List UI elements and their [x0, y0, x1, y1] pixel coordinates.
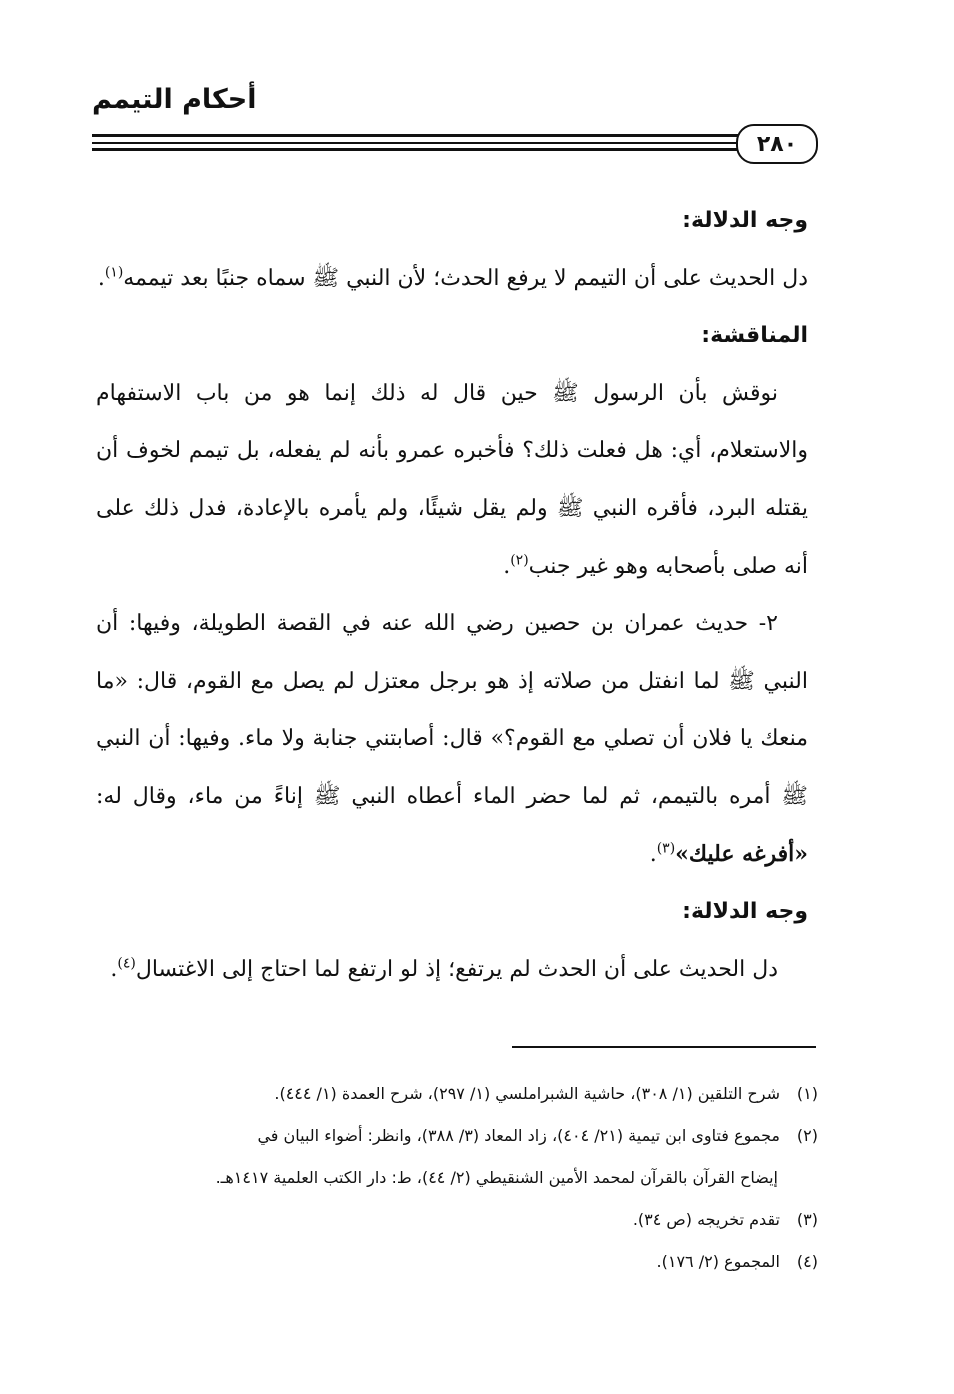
footnote-number: (٤): [796, 1252, 818, 1271]
footnote-ref[interactable]: (٢): [510, 552, 529, 569]
page-number-text: ٢٨٠: [756, 131, 798, 157]
footnote-number: (٣): [796, 1210, 818, 1229]
page-number: [736, 124, 818, 164]
paragraph: دل الحديث على أن الحدث لم يرتفع؛ إذ لو ارتفع لما احتاج إلى الاغتسال$^{(٤)}$.: [110, 955, 778, 982]
hadith-quote: «أفرغه عليك»: [675, 840, 808, 867]
footnotes: [96, 1073, 818, 1283]
footnote-item: [96, 1073, 818, 1115]
footnote-item: [96, 1241, 818, 1283]
footnote-divider: [512, 1046, 816, 1048]
footnote-text: تقدم تخريجه (ص ٣٤).: [632, 1210, 780, 1229]
main-text: [96, 192, 808, 998]
header-rule: [92, 142, 742, 144]
footnote-ref[interactable]: (٤): [117, 955, 136, 972]
paragraph-text: ٢- حديث عمران بن حصين رضي الله عنه في القصة الطويلة، وفيها: أن النبي ﷺ لما انفتل من صلاته إذ هو برجل معتزل لم يصل مع القوم، قال: «ما منعك يا فلان أن تصلي مع القوم؟»: [96, 611, 809, 752]
paragraph: نوقش بأن الرسول ﷺ حين قال له ذلك إنما هو من باب الاستفهام والاستعلام، أي: هل فعلت ذلك؟ فأخبره عمرو بأنه لم يفعله، بل تيمم لخوف أن يقتله البرد، فأقره النبي ﷺ ولم يقل شيئًا، ولم يأمره بالإعادة، فدل ذلك على أنه صلى بأصحابه وهو غير جنب$^{(٢)}$.: [96, 380, 808, 579]
footnote-ref[interactable]: (١): [104, 264, 124, 281]
footnote-text: مجموع فتاوى ابن تيمية (٢١/ ٤٠٤)، زاد المعاد (٣/ ٣٨٨)، وانظر: أضواء البيان في: [257, 1126, 780, 1145]
paragraph-text: دل الحديث على أن الحدث لم يرتفع؛ إذ لو ارتفع لما احتاج إلى الاغتسال: [135, 956, 778, 982]
footnote-text: المجموع (٢/ ١٧٦).: [656, 1252, 780, 1271]
section-heading: المناقشة:: [701, 323, 808, 349]
footnote-number: (٢): [796, 1126, 818, 1145]
paragraph-text: دل الحديث على أن التيمم لا يرفع الحدث؛ لأن النبي ﷺ سماه جنبًا بعد تيممه: [123, 265, 808, 291]
footnote-ref[interactable]: (٣): [656, 840, 676, 857]
footnote-item: [96, 1199, 818, 1241]
footnote-text: شرح التلقين (١/ ٣٠٨)، حاشية الشبراملسي (١/ ٢٩٧)، شرح العمدة (١/ ٤٤٤).: [274, 1084, 780, 1103]
footnote-continuation: إيضاح القرآن بالقرآن لمحمد الأمين الشنقيطي (٢/ ٤٤)، ط: دار الكتب العلمية ١٤١٧هـ.: [215, 1168, 778, 1187]
header-rule: [92, 148, 742, 151]
header-rule: [92, 134, 742, 137]
paragraph-text: قال: أصابتني جنابة ولا ماء. وفيها: أن النبي ﷺ أمره بالتيمم، ثم لما حضر الماء أعطاه النبي ﷺ إناءً من ماء، وقال له:: [96, 726, 808, 809]
running-title: أحكام التيمم: [92, 84, 257, 115]
section-heading: وجه الدلالة:: [682, 208, 808, 233]
paragraph: دل الحديث على أن التيمم لا يرفع الحدث؛ لأن النبي ﷺ سماه جنبًا بعد تيممه$^{(١)}$.: [97, 264, 808, 291]
section-heading: وجه الدلالة:: [682, 899, 808, 925]
footnote-number: (١): [796, 1084, 818, 1103]
paragraph-text: نوقش بأن الرسول ﷺ حين قال له ذلك إنما هو من باب الاستفهام والاستعلام، أي: هل فعلت ذلك؟ فأخبره عمرو بأنه لم يفعله، بل تيمم لخوف أن يقتله البرد، فأقره النبي ﷺ ولم يقل شيئًا، ولم يأمره بالإعادة، فدل ذلك على أنه صلى بأصحابه وهو غير جنب: [96, 380, 808, 579]
footnote-item: [96, 1115, 818, 1157]
paragraph: ٢- حديث عمران بن حصين رضي الله عنه في القصة الطويلة، وفيها: أن النبي ﷺ لما انفتل من صلاته إذ هو برجل معتزل لم يصل مع القوم، قال: «ما منعك يا فلان أن تصلي مع القوم؟» قال: أصابتني جنابة ولا ماء. وفيها: أن النبي ﷺ أمره بالتيمم، ثم لما حضر الماء أعطاه النبي ﷺ إناءً من ماء، وقال له: «أفرغه عليك»$^{(٣)}$.: [96, 611, 809, 867]
